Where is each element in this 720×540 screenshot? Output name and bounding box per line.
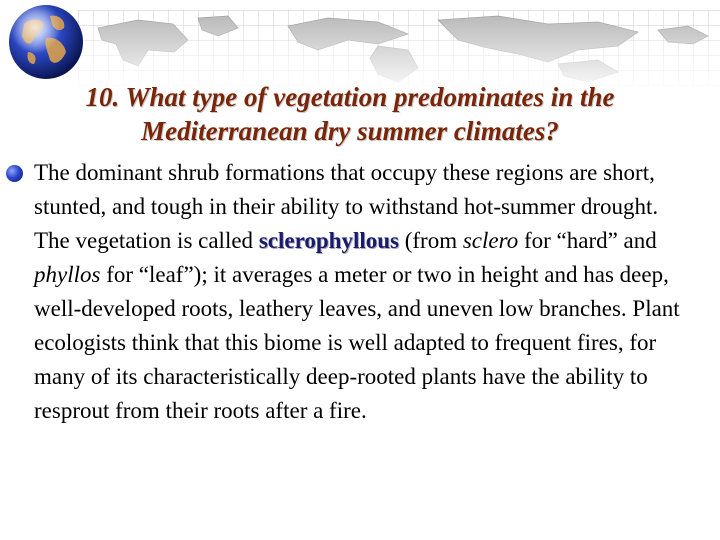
body-text-part-1: The dominant shrub formations that occupy these regions are short, stunted, and tough in their ability to withstand hot-summer drought. The vegetation is called <box>34 160 659 253</box>
title-line-2: Mediterranean dry summer climates? <box>141 116 559 146</box>
globe-icon <box>6 2 86 82</box>
bullet-item <box>6 156 686 428</box>
slide-title <box>20 80 680 148</box>
body-text-part-3: for “hard” and <box>518 228 657 253</box>
key-term: sclerophyllous <box>258 228 399 253</box>
italic-term-sclero: sclero <box>462 228 519 253</box>
body-paragraph <box>34 156 682 428</box>
world-map-banner <box>78 10 720 86</box>
title-line-1: 10. What type of vegetation predominates in the <box>85 82 615 112</box>
italic-term-phyllos: phyllos <box>34 262 101 287</box>
body-text-part-4: for “leaf”); it averages a meter or two in height and has deep, well-developed roots, leathery leaves, and uneven low branches. Plant ecologists think that this biome is well adapted to frequent fires, for many of its characteristically deep-rooted plants have the ability to resprout from their roots after a fire. <box>34 262 680 423</box>
body-text-part-2: (from <box>398 228 463 253</box>
bullet-icon <box>6 165 23 182</box>
